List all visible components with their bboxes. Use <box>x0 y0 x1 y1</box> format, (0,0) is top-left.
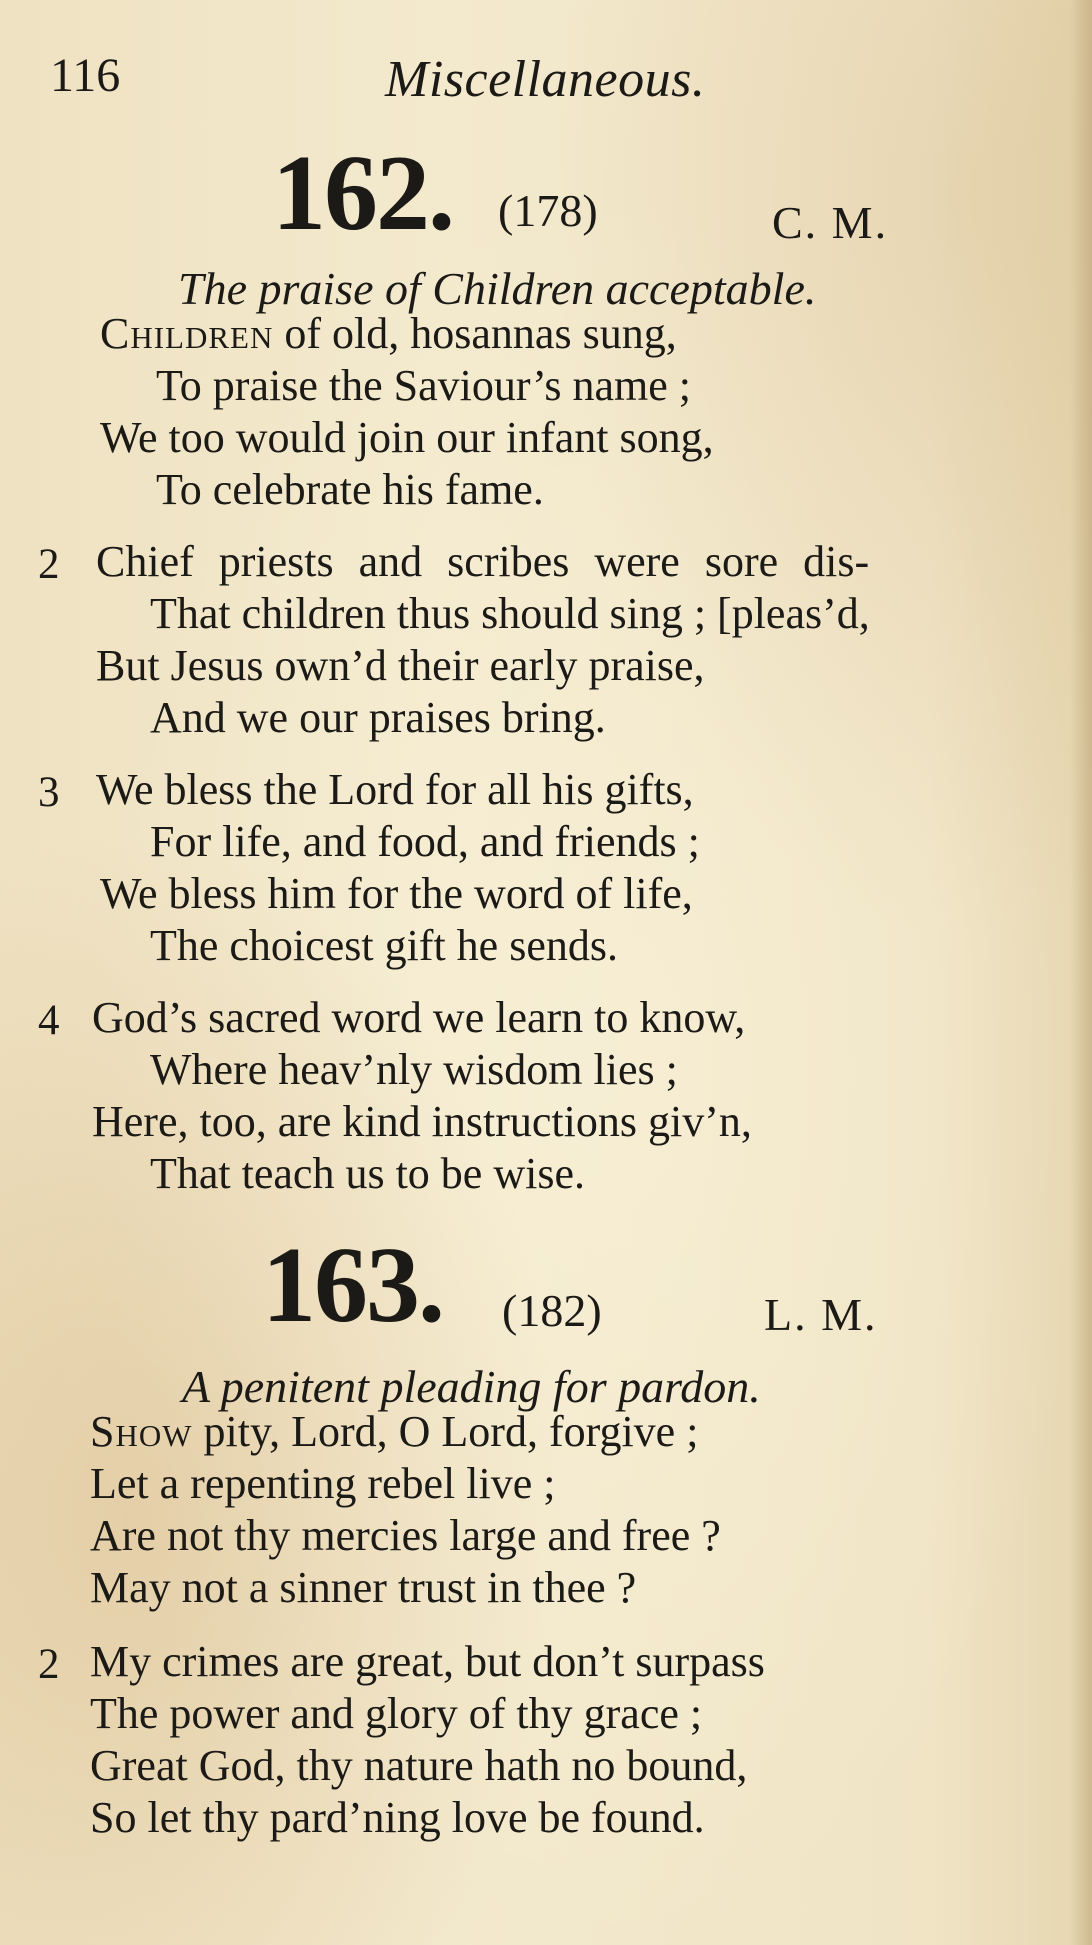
verse-line <box>90 1407 699 1456</box>
hymn-title: The praise of Children acceptable. <box>178 263 817 314</box>
verse-line: The choicest gift he sends. <box>150 921 618 970</box>
stanza-number: 3 <box>38 769 60 816</box>
hymn-alt-number: (178) <box>498 185 598 236</box>
verse-line: For life, and food, and friends ; <box>150 817 700 866</box>
page-number: 116 <box>50 49 121 102</box>
hymn-163 <box>0 1226 1092 1842</box>
verse-line: To celebrate his fame. <box>156 465 544 514</box>
page-header <box>50 48 1032 118</box>
verse-line: We too would join our infant song, <box>100 413 714 462</box>
verse-line: May not a sinner trust in thee ? <box>90 1563 637 1612</box>
hymn-meter: C. M. <box>772 197 889 248</box>
hymn-number: 163. <box>262 1226 443 1345</box>
stanza-number: 2 <box>38 541 60 588</box>
hymn-162 <box>0 134 1092 1198</box>
verse-line: Are not thy mercies large and free ? <box>90 1511 721 1560</box>
verse-lead: Children <box>100 309 274 358</box>
stanza-number: 2 <box>38 1641 60 1688</box>
verse-line: Where heav’nly wisdom lies ; <box>150 1045 678 1094</box>
verse-line: And we our praises bring. <box>150 693 606 742</box>
stanza-number: 4 <box>38 997 60 1044</box>
running-head: Miscellaneous. <box>385 51 706 108</box>
verse-line: So let thy pard’ning love be found. <box>90 1793 705 1842</box>
hymn-alt-number: (182) <box>502 1285 602 1336</box>
verse-line: We bless him for the word of life, <box>100 869 693 918</box>
hymn-title: A penitent pleading for pardon. <box>182 1361 761 1412</box>
verse-line: God’s sacred word we learn to know, <box>92 993 746 1042</box>
verse-line: We bless the Lord for all his gifts, <box>96 765 694 814</box>
verse-text: of old, hosannas sung, <box>273 309 677 358</box>
verse-line <box>100 309 677 358</box>
verse-line: To praise the Saviour’s name ; <box>156 361 691 410</box>
verse-line: Great God, thy nature hath no bound, <box>90 1741 748 1790</box>
verse-line: My crimes are great, but don’t surpass <box>90 1637 765 1686</box>
hymn-heading <box>0 1226 1092 1345</box>
hymn-meter: L. M. <box>764 1289 878 1340</box>
verse-text: pity, Lord, O Lord, forgive ; <box>192 1407 699 1456</box>
verse-lead: Show <box>90 1407 193 1456</box>
hymn-heading <box>0 134 1092 253</box>
hymn-number: 162. <box>272 134 453 253</box>
verse-line: That children thus should sing ; [pleas’d, <box>150 589 870 638</box>
verse-line: The power and glory of thy grace ; <box>90 1689 703 1738</box>
verse-line: Let a repenting rebel live ; <box>90 1459 556 1508</box>
verse-line: That teach us to be wise. <box>150 1149 585 1198</box>
verse-line: Chief priests and scribes were sore dis- <box>96 537 870 586</box>
verse-line: But Jesus own’d their early praise, <box>96 641 705 690</box>
verse-line: Here, too, are kind instructions giv’n, <box>92 1097 752 1146</box>
